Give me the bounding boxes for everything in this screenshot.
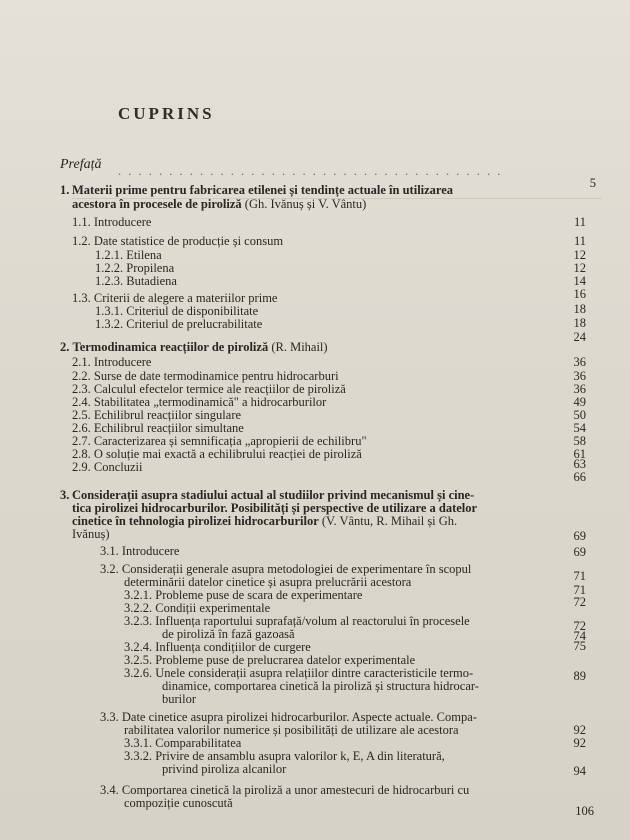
toc-num: 1.1.: [72, 215, 91, 229]
toc-num: 3.2.3.: [124, 614, 153, 628]
toc-title: Echilibrul reacțiilor simultane: [93, 421, 244, 435]
toc-title: Date cinetice asupra pirolizei hidrocarburilor. Aspecte actuale. Compa-: [121, 710, 477, 724]
toc-title: Criteriul de disponibilitate: [126, 304, 259, 318]
toc-page: 69: [573, 545, 586, 559]
toc-title-cont: dinamice, comportarea cinetică la piroliză și structura hidrocar-: [162, 679, 479, 693]
preface-label: Prefață: [60, 157, 102, 172]
toc-num: 1.2.: [72, 234, 91, 248]
chapter1-title-b: acestora în procesele de piroliză: [72, 197, 242, 211]
toc-page: 54: [573, 421, 586, 435]
toc-page: 18: [573, 316, 586, 330]
toc-page: 16: [573, 287, 586, 301]
toc-page: 49: [573, 395, 586, 409]
toc-title: Surse de date termodinamice pentru hidrocarburi: [93, 369, 339, 383]
toc-title: Propilena: [126, 261, 175, 275]
chapter1-authors: (Gh. Ivănuș și V. Vântu): [244, 197, 367, 211]
toc-num: 2.2.: [72, 369, 91, 383]
chapter3-num: 3.: [60, 488, 70, 502]
toc-title: Stabilitatea „termodinamică" a hidrocarburilor: [93, 395, 327, 409]
toc-page: 72: [573, 619, 586, 633]
toc-page: 14: [573, 274, 586, 288]
toc-page: 12: [573, 248, 586, 262]
toc-page: 11: [573, 215, 586, 229]
toc-num: 2.9.: [72, 460, 91, 474]
toc-title: Introducere: [93, 215, 152, 229]
toc-title: Date statistice de producție și consum: [93, 234, 284, 248]
toc-num: 2.5.: [72, 408, 91, 422]
toc-num: 3.3.: [100, 710, 119, 724]
toc-page: 18: [573, 302, 586, 316]
toc-page: 89: [573, 669, 586, 683]
toc-page: 92: [573, 723, 586, 737]
page-title: CUPRINS: [118, 104, 215, 123]
toc-num: 1.3.2.: [95, 317, 124, 331]
toc-page: 58: [573, 434, 586, 448]
toc-num: 3.4.: [100, 783, 119, 797]
toc-num: 1.2.3.: [95, 274, 124, 288]
toc-num: 2.7.: [72, 434, 91, 448]
toc-title: Unele considerații asupra relațiilor dintre caracteristicile termo-: [155, 666, 474, 680]
toc-title: Butadiena: [126, 274, 177, 288]
toc-title: Caracterizarea și semnificația „apropierii de echilibru": [93, 434, 367, 448]
toc-title: Probleme puse de scara de experimentare: [155, 588, 363, 602]
toc-page: 11: [573, 234, 586, 248]
toc-page: 61: [573, 447, 586, 461]
toc-page: 74: [573, 629, 586, 643]
chapter1-title-a: Materii prime pentru fabricarea etilenei și tendințe actuale în utilizarea: [72, 183, 454, 197]
toc-title: Privire de ansamblu asupra valorilor k, E, A din literatură,: [155, 749, 445, 763]
toc-num: 1.3.: [72, 291, 91, 305]
toc-page: 36: [573, 355, 586, 369]
toc-title: O soluție mai exactă a echilibrului reacției de piroliză: [93, 447, 362, 461]
chapter2-title: Termodinamica reacțiilor de piroliză: [72, 340, 269, 354]
chapter3-title-a: Considerații asupra stadiului actual al studiilor privind mecanismul și cine-: [72, 488, 475, 502]
toc-num: 3.3.2.: [124, 749, 153, 763]
toc-title-cont: privind piroliza alcanilor: [162, 762, 287, 776]
divider: [72, 198, 602, 199]
toc-title: Introducere: [121, 544, 180, 558]
toc-num: 2.3.: [72, 382, 91, 396]
toc-page: 72: [573, 595, 586, 609]
chapter3-title-c: cinetice în tehnologia pirolizei hidrocarburilor: [72, 514, 319, 528]
toc-title: Influența condițiilor de curgere: [155, 640, 311, 654]
toc-num: 3.2.6.: [124, 666, 153, 680]
toc-page: 71: [573, 569, 586, 583]
dot-leader: . . . . . . . . . . . . . . . . . . . . . . . . . . . . . . . . . . . . . .: [118, 164, 503, 178]
toc-page: 92: [573, 736, 586, 750]
toc-page: 12: [573, 261, 586, 275]
chapter3-authors-a: (V. Vântu, R. Mihail și Gh.: [321, 514, 458, 528]
toc-title: Considerații generale asupra metodologiei de experimentare în scopul: [121, 562, 472, 576]
chapter1-end-page: 24: [573, 330, 586, 344]
toc-title: Calculul efectelor termice ale reacțiilor de piroliză: [93, 382, 346, 396]
toc-title-cont: determinării datelor cinetice și asupra prelucrării acestora: [124, 575, 412, 589]
toc-num: 2.4.: [72, 395, 91, 409]
toc-num: 3.2.4.: [124, 640, 153, 654]
toc-page: 36: [573, 369, 586, 383]
chapter3-start-page: 69: [573, 529, 586, 543]
toc-page: 71: [573, 583, 586, 597]
toc-num: 1.2.2.: [95, 261, 124, 275]
toc-title-cont: burilor: [162, 692, 197, 706]
toc-num: 3.1.: [100, 544, 119, 558]
toc-num: 3.2.1.: [124, 588, 153, 602]
toc-title: Echilibrul reacțiilor singulare: [93, 408, 242, 422]
toc-title: Criterii de alegere a materiilor prime: [93, 291, 278, 305]
toc-title: Influența raportului suprafață/volum al reactorului în procesele: [155, 614, 470, 628]
toc-title: Condiții experimentale: [155, 601, 271, 615]
chapter2-num: 2.: [60, 340, 70, 354]
toc-num: 2.1.: [72, 355, 91, 369]
toc-title: Probleme puse de prelucrarea datelor experimentale: [155, 653, 416, 667]
toc-num: 3.2.2.: [124, 601, 153, 615]
toc-page: 36: [573, 382, 586, 396]
toc-num: 3.2.: [100, 562, 119, 576]
toc-num: 3.2.5.: [124, 653, 153, 667]
toc-page: 94: [573, 764, 586, 778]
toc-page: 75: [573, 639, 586, 653]
toc-num: 2.6.: [72, 421, 91, 435]
toc-title: Comportarea cinetică la piroliză a unor amestecuri de hidrocarburi cu: [121, 783, 470, 797]
toc-num: 1.3.1.: [95, 304, 124, 318]
chapter2-end-page: 66: [573, 470, 586, 484]
chapter3-title-b: tica pirolizei hidrocarburilor. Posibilități și perspective de utilizare a datelor: [72, 501, 478, 515]
toc-title: Etilena: [126, 248, 162, 262]
toc-title-cont: compoziție cunoscută: [124, 796, 233, 810]
toc-num: 3.3.1.: [124, 736, 153, 750]
toc-title: Criteriul de prelucrabilitate: [126, 317, 263, 331]
toc-page: 50: [573, 408, 586, 422]
toc-title: Concluzii: [93, 460, 143, 474]
toc-title-cont: de piroliză în fază gazoasă: [162, 627, 295, 641]
toc-title-cont: rabilitatea valorilor numerice și posibilități de utilizare ale acestora: [124, 723, 459, 737]
toc-page: 106: [575, 804, 594, 818]
toc-page: 63: [573, 457, 586, 471]
chapter3-authors-b: Ivănuș): [72, 527, 110, 541]
preface-page: 5: [589, 176, 596, 190]
chapter2-authors: (R. Mihail): [271, 340, 328, 354]
chapter1-num: 1.: [60, 183, 70, 197]
toc-title: Introducere: [93, 355, 152, 369]
toc-num: 1.2.1.: [95, 248, 124, 262]
toc-title: Comparabilitatea: [155, 736, 242, 750]
toc-num: 2.8.: [72, 447, 91, 461]
